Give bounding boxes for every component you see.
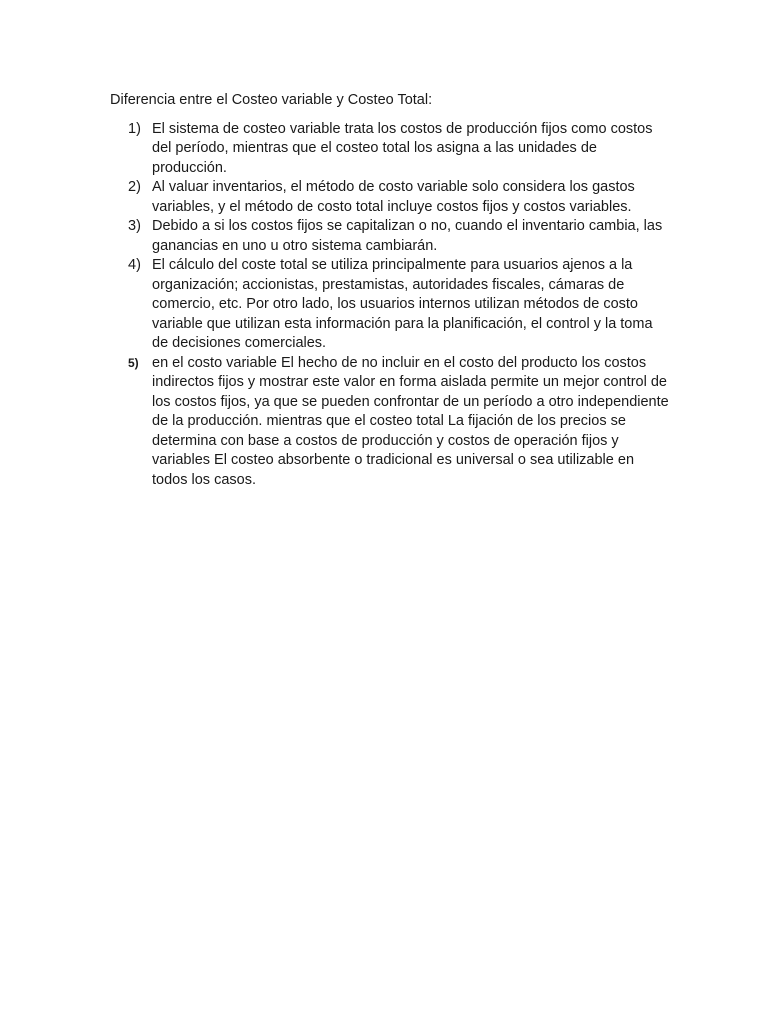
list-item (110, 178, 670, 217)
list-item-text: en el costo variable El hecho de no incluir en el costo del producto los costos indirectos fijos y mostrar este valor en forma aislada permite un mejor control de los costos fijos, ya que se pueden confrontar de un período a otro independiente de la producción. mientras que el costeo total La fijación de los precios se determina con base a costos de producción y costos de operación fijos y variables El costeo absorbente o tradicional es universal o sea utilizable en todos los casos. (152, 354, 669, 488)
list-item-text: Al valuar inventarios, el método de costo variable solo considera los gastos variables, y el método de costo total incluye costos fijos y costos variables. (152, 179, 635, 215)
list-item-text: El sistema de costeo variable trata los costos de producción fijos como costos del período, mientras que el costeo total los asigna a las unidades de producción. (152, 120, 653, 176)
document-title: Diferencia entre el Costeo variable y Costeo Total: (110, 92, 433, 108)
document-page (110, 91, 670, 490)
list-item-text: El cálculo del coste total se utiliza principalmente para usuarios ajenos a la organización; accionistas, prestamistas, autoridades fiscales, cámaras de comercio, etc. Por otro lado, los usuarios internos utilizan métodos de costo variable que utilizan esta información para la planificación, el control y la toma de decisiones comerciales. (152, 257, 653, 351)
list-item (110, 354, 670, 491)
list-item-text: Debido a si los costos fijos se capitalizan o no, cuando el inventario cambia, las ganancias en uno u otro sistema cambiarán. (152, 218, 663, 254)
list-item (110, 256, 670, 354)
list-item-number: 1) (128, 120, 141, 137)
differences-list (110, 120, 670, 491)
list-item (110, 120, 670, 179)
list-item-number: 3) (128, 218, 141, 234)
list-item-number: 4) (128, 257, 141, 273)
list-item-number: 2) (128, 179, 141, 195)
list-item-number: 5) (128, 355, 139, 370)
list-item (110, 217, 670, 256)
